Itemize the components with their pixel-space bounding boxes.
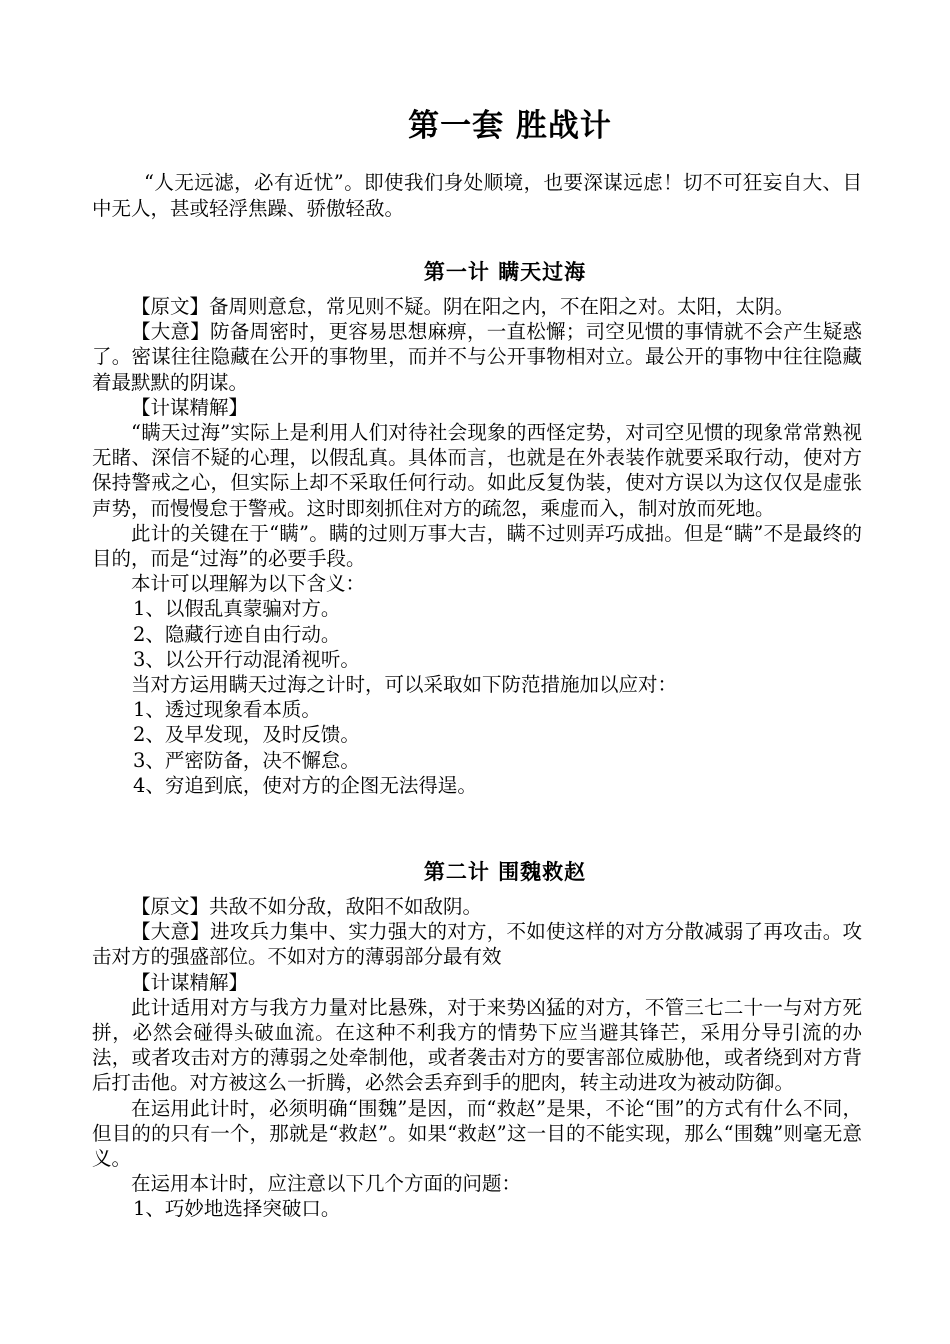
list-item: 1、以假乱真蒙骗对方。 [133,597,341,621]
document-title: 第一套 胜战计 [408,108,612,144]
meaning-text: 【大意】防备周密时，更容易思想麻痹，一直松懈；司空见惯的事情就不会产生疑惑了。密谋往往隐藏在公开的事物里，而并不与公开事物相对立。最公开的事物中往往隐藏着最默默的阴谋。 [92,320,862,394]
analysis-paragraph: “瞒天过海”实际上是利用人们对待社会现象的西怪定势，对司空见惯的现象常常熟视无睹、深信不疑的心理，以假乱真。具体而言，也就是在外表装作就要采取行动，使对方保持警戒之心，但实际上却不采取任何行动。如此反复伪装，使对方误以为这仅仅是虚张声势，而慢慢怠于警戒。这时即刻抓住对方的疏忽，乘虚而入，制对放而死地。 [92,421,862,520]
section-body-2 [92,894,862,1222]
key-point-paragraph: 此计的关键在于“瞒”。瞒的过则万事大吉，瞒不过则弄巧成拙。但是“瞒”不是最终的目的，而是“过海”的必要手段。 [92,521,862,571]
section-title-2: 第二计 围魏救赵 [423,859,587,884]
list-item: 3、以公开行动混淆视听。 [133,647,360,671]
list-item: 2、隐藏行迹自由行动。 [133,622,341,646]
countermeasures-intro: 当对方运用瞒天过海之计时，可以采取如下防范措施加以应对： [131,673,678,697]
analysis-heading: 【计谋精解】 [131,970,249,994]
analysis-paragraph: 此计适用对方与我方力量对比悬殊，对于来势凶猛的对方，不管三七二十一与对方死拼，必然会碰得头破血流。在这种不利我方的情势下应当避其锋芒，采用分导引流的办法，或者攻击对方的薄弱之处牵制他，或者袭击对方的要害部位威胁他，或者绕到对方背后打击他。对方被这么一折腾，必然会丢弃到手的肥肉，转主动进攻为被动防御。 [92,995,862,1095]
section-body-1 [92,294,862,798]
list-item: 1、透过现象看本质。 [133,698,321,722]
issues-intro: 在运用本计时，应注意以下几个方面的问题： [131,1172,522,1196]
key-point-paragraph: 在运用此计时，必须明确“围魏”是因，而“救赵”是果，不论“围”的方式有什么不同，但目的的只有一个，那就是“救赵”。如果“救赵”这一目的不能实现，那么“围魏”则毫无意义。 [92,1096,862,1171]
list-item: 1、巧妙地选择突破口。 [133,1197,341,1221]
meaning-text: 【大意】进攻兵力集中、实力强大的对方，不如使这样的对方分散减弱了再攻击。攻击对方的强盛部位。不如对方的薄弱部分最有效 [92,920,862,969]
list-item: 4、穷追到底，使对方的企图无法得逞。 [133,773,477,797]
original-text: 【原文】共敌不如分敌，敌阳不如敌阴。 [131,895,483,918]
section-title-1: 第一计 瞒天过海 [423,259,587,284]
list-item: 2、及早发现，及时反馈。 [133,723,360,747]
intro-paragraph: “人无远滤，必有近忧”。即使我们身处顺境，也要深谋远虑！切不可狂妄自大、目中无人，甚或轻浮焦躁、骄傲轻敌。 [92,171,862,220]
original-text: 【原文】备周则意怠，常见则不疑。阴在阳之内，不在阳之对。太阳，太阴。 [131,295,795,318]
meanings-intro: 本计可以理解为以下含义： [131,572,366,596]
analysis-heading: 【计谋精解】 [131,395,249,419]
list-item: 3、严密防备，决不懈怠。 [133,748,360,772]
